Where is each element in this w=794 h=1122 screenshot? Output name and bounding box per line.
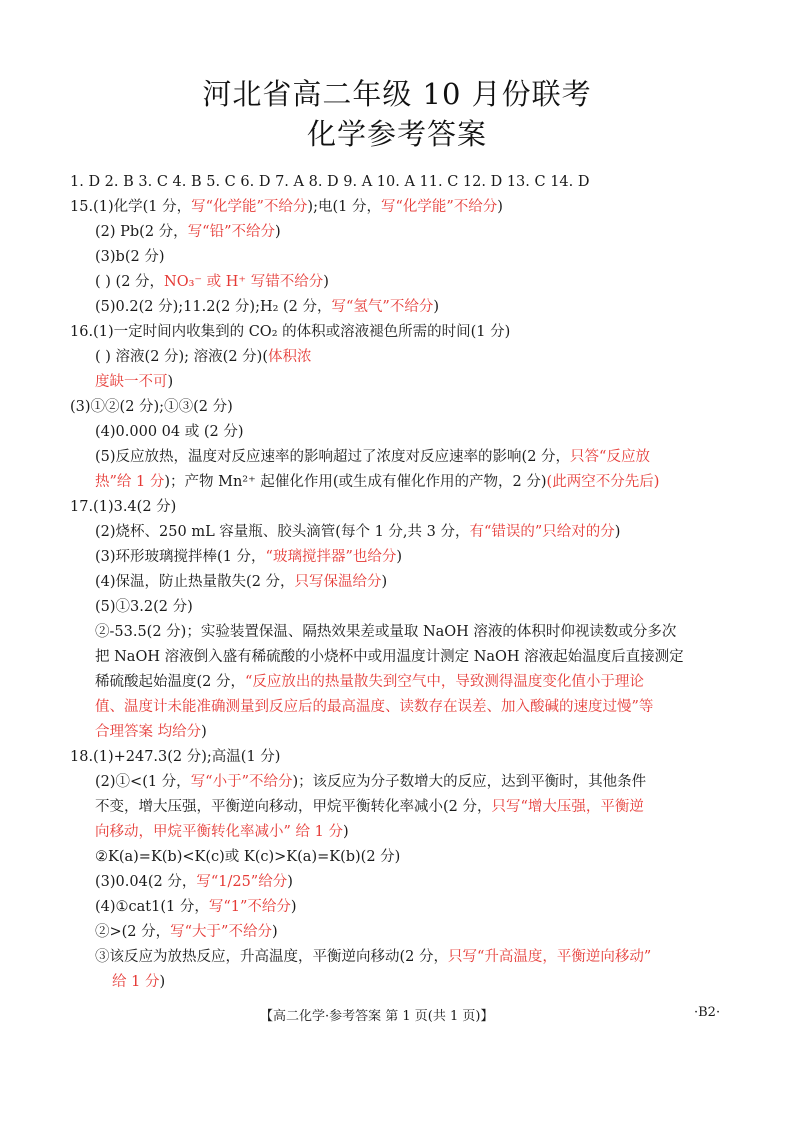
- answer-line: [95, 422, 243, 442]
- grading-note: 写“化学能”不给分: [191, 199, 308, 215]
- grading-note: 只写“升高温度，平衡逆向移动”: [448, 949, 652, 965]
- grading-note: 写“1/25”给分: [196, 874, 288, 890]
- answer-text: 16.(1)一定时间内收集到的 CO₂ 的体积或溶液褪色所需的时间(1 分): [70, 324, 511, 340]
- answer-text: (4)①cat1(1 分，: [95, 899, 209, 915]
- answer-line: [95, 372, 173, 392]
- answer-line: [95, 647, 684, 667]
- grading-note: 写“1”不给分: [208, 899, 291, 915]
- answer-text: ( ) (2 分，: [95, 274, 165, 290]
- answer-line: [70, 172, 590, 192]
- page-footer: 【高二化学·参考答案 第 1 页(共 1 页)】: [260, 1009, 494, 1024]
- answer-text: (5)反应放热，温度对反应速率的影响超过了浓度对反应速率的影响(2 分，: [95, 449, 571, 465]
- answer-text: ②-53.5(2 分)；实验装置保温、隔热效果差或量取 NaOH 溶液的体积时仰视读数或分多次: [95, 624, 677, 640]
- answer-text: ( ) 溶液(2 分); 溶液(2 分)(: [95, 349, 268, 365]
- answer-line: [95, 947, 651, 967]
- answer-line: [95, 797, 644, 817]
- answer-line: [95, 847, 400, 867]
- grading-note: “反应放出的热量散失到空气中，导致测得温度变化值小于理论: [245, 674, 644, 690]
- answer-text: (3)b(2 分): [95, 249, 165, 265]
- answer-text: (2)烧杯、250 mL 容量瓶、胶头滴管(每个 1 分,共 3 分，: [95, 524, 470, 540]
- grading-note: NO₃⁻ 或 H⁺ 写错不给分: [164, 274, 324, 290]
- answer-line: [95, 822, 349, 842]
- answer-line: [95, 597, 193, 617]
- answer-line: [95, 547, 402, 567]
- document-title: 河北省高二年级 10 月份联考: [202, 77, 592, 111]
- answer-line: [70, 397, 233, 417]
- answer-line: [95, 922, 278, 942]
- answer-text: 15.(1)化学(1 分，: [70, 199, 192, 215]
- answer-text: ): [287, 874, 293, 890]
- answer-line: [95, 272, 329, 292]
- grading-note: 写“大于”不给分: [170, 924, 272, 940]
- grading-note: 写“化学能”不给分: [380, 199, 498, 215]
- answer-line: [70, 322, 510, 342]
- answer-line: [95, 222, 281, 242]
- answer-text: 18.(1)+247.3(2 分);高温(1 分): [70, 749, 281, 765]
- answer-line: [112, 972, 165, 992]
- answer-text: (4)0.000 04 或 (2 分): [95, 424, 244, 440]
- answer-text: ): [497, 199, 503, 215]
- answer-text: ): [342, 824, 349, 840]
- answer-text: ): [290, 899, 297, 915]
- answer-text: ): [271, 924, 278, 940]
- grading-note: 只答“反应放: [570, 449, 650, 465]
- answer-text: ): [396, 549, 403, 565]
- answer-text: 17.(1)3.4(2 分): [70, 499, 177, 515]
- answer-text: ): [201, 724, 207, 740]
- grading-note: 向移动，甲烷平衡转化率减小” 给 1 分: [95, 824, 343, 840]
- answer-text: 稀硫酸起始温度(2 分，: [95, 674, 245, 690]
- answer-line: [95, 297, 439, 317]
- answer-text: ): [381, 574, 388, 590]
- document-subtitle: 化学参考答案: [306, 117, 487, 151]
- answer-line: [95, 622, 676, 642]
- answer-text: );电(1 分，: [307, 199, 381, 215]
- answer-text: ): [614, 524, 621, 540]
- grading-note: 体积浓: [267, 349, 312, 365]
- grading-note: 有“错误的”只给对的分: [469, 524, 615, 540]
- grading-note: “玻璃搅拌器”也给分: [265, 549, 397, 565]
- answer-line: [70, 747, 280, 767]
- answer-text: ): [433, 299, 440, 315]
- answer-text: 不变，增大压强，平衡逆向移动，甲烷平衡转化率减小(2 分，: [95, 799, 492, 815]
- answer-text: )；产物 Mn²⁺ 起催化作用(或生成有催化作用的产物，2 分): [164, 474, 547, 490]
- grading-note: 值、温度计未能准确测量到反应后的最高温度、读数存在误差、加入酸碱的速度过慢”等: [95, 699, 654, 715]
- answer-text: ): [167, 374, 174, 390]
- answer-text: (2) Pb(2 分，: [95, 224, 188, 240]
- answer-line: [95, 872, 293, 892]
- answer-text: (5)①3.2(2 分): [95, 599, 193, 615]
- grading-note: 热”给 1 分: [95, 474, 165, 490]
- answer-text: 1. D 2. B 3. C 4. B 5. C 6. D 7. A 8. D 9. A 10. A 11. C 12. D 13. C 14. D: [70, 174, 590, 190]
- answer-text: ): [323, 274, 329, 290]
- answer-line: [95, 472, 659, 492]
- answer-text: (4)保温，防止热量散失(2 分，: [95, 574, 295, 590]
- answer-text: ②K(a)=K(b)<K(c)或 K(c)>K(a)=K(b)(2 分): [95, 849, 401, 865]
- grading-note: 给 1 分: [112, 974, 160, 990]
- answer-text: (3)①②(2 分);①③(2 分): [70, 399, 233, 415]
- grading-note: 只写“增大压强，平衡逆: [491, 799, 644, 815]
- grading-note: 度缺一不可: [95, 374, 168, 390]
- grading-note: 合理答案 均给分: [95, 724, 202, 740]
- answer-line: [95, 572, 387, 592]
- grading-note: 只写保温给分: [294, 574, 382, 590]
- answer-text: (3)0.04(2 分，: [95, 874, 197, 890]
- answer-text: (5)0.2(2 分);11.2(2 分);H₂ (2 分，: [95, 299, 332, 315]
- answer-text: ): [159, 974, 166, 990]
- answer-line: [95, 672, 644, 692]
- answer-text: ②>(2 分，: [95, 924, 171, 940]
- grading-note: (此两空不分先后): [546, 474, 660, 490]
- answer-line: [95, 722, 207, 742]
- grading-note: 写“小于”不给分: [190, 774, 293, 790]
- answer-text: )；该反应为分子数增大的反应，达到平衡时，其他条件: [292, 774, 647, 790]
- answer-text: ): [275, 224, 281, 240]
- answer-line: [95, 897, 297, 917]
- answer-line: [95, 772, 646, 792]
- answer-text: (3)环形玻璃搅拌棒(1 分，: [95, 549, 266, 565]
- answer-text: (2)①<(1 分，: [95, 774, 191, 790]
- answer-line: [95, 247, 164, 267]
- answer-line: [70, 497, 176, 517]
- answer-text: ③该反应为放热反应，升高温度，平衡逆向移动(2 分，: [95, 949, 448, 965]
- grading-note: 写“氢气”不给分: [331, 299, 434, 315]
- answer-line: [95, 447, 650, 467]
- grading-note: 写“铅”不给分: [187, 224, 276, 240]
- answer-line: [95, 522, 620, 542]
- answer-line: [70, 197, 503, 217]
- answer-line: [95, 347, 311, 367]
- answer-text: 把 NaOH 溶液倒入盛有稀硫酸的小烧杯中或用温度计测定 NaOH 溶液起始温度后直接测定: [95, 649, 684, 665]
- answer-line: [95, 697, 653, 717]
- page-code: ·B2·: [694, 1005, 721, 1020]
